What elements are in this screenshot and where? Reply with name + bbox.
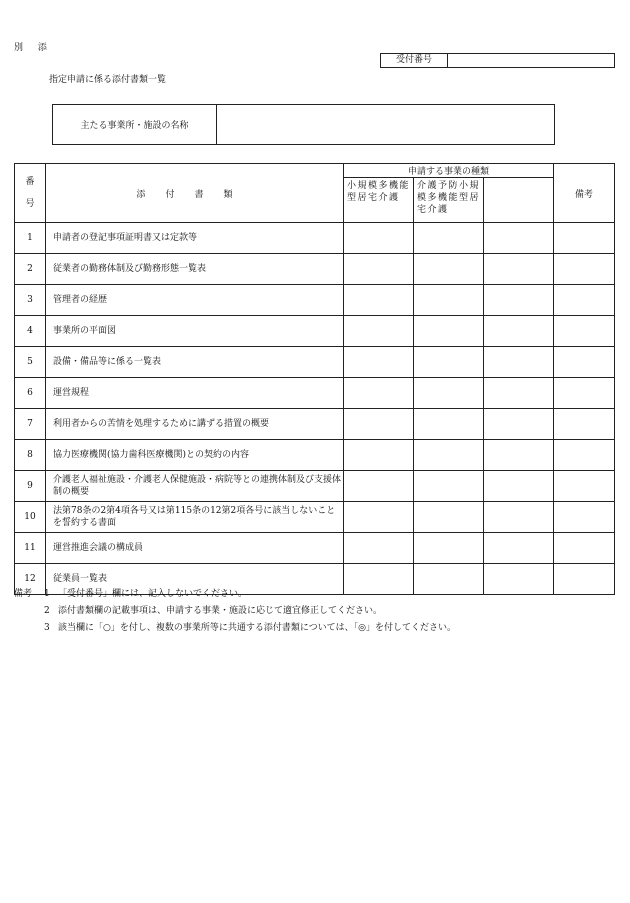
notes-section <box>14 586 456 637</box>
row-check-service-1[interactable] <box>344 409 414 440</box>
notes-heading: 備考 <box>14 589 33 599</box>
attachment-table <box>14 163 615 595</box>
row-remarks[interactable] <box>554 471 615 502</box>
row-remarks[interactable] <box>554 316 615 347</box>
table-row <box>15 254 615 285</box>
row-check-service-1[interactable] <box>344 533 414 564</box>
row-remarks[interactable] <box>554 440 615 471</box>
row-check-service-3[interactable] <box>484 533 554 564</box>
table-row <box>15 533 615 564</box>
row-number: 4 <box>15 316 46 347</box>
row-check-service-2[interactable] <box>414 316 484 347</box>
row-document: 設備・備品等に係る一覧表 <box>46 347 344 378</box>
row-check-service-1[interactable] <box>344 223 414 254</box>
facility-name-box <box>52 104 555 145</box>
row-check-service-1[interactable] <box>344 440 414 471</box>
table-row <box>15 347 615 378</box>
header-document: 添付書類 <box>46 164 344 223</box>
receipt-number-box <box>380 53 615 68</box>
row-number: 11 <box>15 533 46 564</box>
row-check-service-2[interactable] <box>414 533 484 564</box>
row-check-service-3[interactable] <box>484 254 554 285</box>
row-check-service-2[interactable] <box>414 347 484 378</box>
row-number: 12 <box>15 564 46 595</box>
note-number: 2 <box>44 606 50 616</box>
note-text: 「受付番号」欄には、記入しないでください。 <box>58 589 248 599</box>
row-document: 従業者の勤務体制及び勤務形態一覧表 <box>46 254 344 285</box>
row-number: 8 <box>15 440 46 471</box>
row-check-service-1[interactable] <box>344 316 414 347</box>
header-remarks: 備考 <box>554 164 615 223</box>
row-check-service-3[interactable] <box>484 378 554 409</box>
row-check-service-3[interactable] <box>484 440 554 471</box>
facility-name-label: 主たる事業所・施設の名称 <box>53 105 217 144</box>
row-remarks[interactable] <box>554 254 615 285</box>
row-remarks[interactable] <box>554 285 615 316</box>
row-check-service-1[interactable] <box>344 378 414 409</box>
receipt-number-field[interactable] <box>448 54 614 67</box>
row-check-service-3[interactable] <box>484 471 554 502</box>
row-document: 運営推進会議の構成員 <box>46 533 344 564</box>
attachment-label: 別 添 <box>14 43 53 53</box>
header-service-1: 小規模多機能型居宅介護 <box>344 178 414 223</box>
header-number-bottom: 号 <box>25 199 35 209</box>
row-number: 3 <box>15 285 46 316</box>
table-row <box>15 440 615 471</box>
table-row <box>15 285 615 316</box>
row-check-service-2[interactable] <box>414 409 484 440</box>
row-check-service-2[interactable] <box>414 471 484 502</box>
row-document: 従業員一覧表 <box>46 564 344 595</box>
row-number: 10 <box>15 502 46 533</box>
row-remarks[interactable] <box>554 533 615 564</box>
facility-name-field[interactable] <box>217 105 554 144</box>
row-number: 9 <box>15 471 46 502</box>
row-document: 管理者の経歴 <box>46 285 344 316</box>
page-title: 指定申請に係る添付書類一覧 <box>49 75 167 85</box>
row-check-service-2[interactable] <box>414 378 484 409</box>
row-number: 1 <box>15 223 46 254</box>
row-check-service-1[interactable] <box>344 471 414 502</box>
row-remarks[interactable] <box>554 564 615 595</box>
table-body <box>15 223 615 595</box>
row-remarks[interactable] <box>554 502 615 533</box>
row-check-service-3[interactable] <box>484 347 554 378</box>
row-document: 事業所の平面図 <box>46 316 344 347</box>
note-number: 1 <box>44 589 50 599</box>
row-document: 申請者の登記事項証明書又は定款等 <box>46 223 344 254</box>
table-row <box>15 409 615 440</box>
row-document: 介護老人福祉施設・介護老人保健施設・病院等との連携体制及び支援体制の概要 <box>46 471 344 502</box>
row-check-service-3[interactable] <box>484 502 554 533</box>
row-check-service-3[interactable] <box>484 316 554 347</box>
row-remarks[interactable] <box>554 347 615 378</box>
row-check-service-3[interactable] <box>484 223 554 254</box>
table-row <box>15 502 615 533</box>
row-document: 法第78条の2第4項各号又は第115条の12第2項各号に該当しないことを誓約する書面 <box>46 502 344 533</box>
row-check-service-1[interactable] <box>344 502 414 533</box>
note-text: 添付書類欄の記載事項は、申請する事業・施設に応じて適宜修正してください。 <box>58 606 383 616</box>
table-row <box>15 471 615 502</box>
row-check-service-2[interactable] <box>414 254 484 285</box>
header-service-2: 介護予防小規模多機能型居宅介護 <box>414 178 484 223</box>
header-number <box>15 164 46 223</box>
row-check-service-2[interactable] <box>414 285 484 316</box>
note-line-1 <box>14 586 456 603</box>
row-remarks[interactable] <box>554 378 615 409</box>
note-text: 該当欄に「○」を付し、複数の事業所等に共通する添付書類については、「◎」を付してください。 <box>58 623 457 633</box>
note-line-2 <box>14 603 456 620</box>
row-check-service-3[interactable] <box>484 409 554 440</box>
row-document: 協力医療機関(協力歯科医療機関)との契約の内容 <box>46 440 344 471</box>
note-line-3 <box>14 620 456 637</box>
note-number: 3 <box>44 623 50 633</box>
table-row <box>15 378 615 409</box>
row-check-service-2[interactable] <box>414 223 484 254</box>
row-check-service-3[interactable] <box>484 285 554 316</box>
row-number: 2 <box>15 254 46 285</box>
row-remarks[interactable] <box>554 409 615 440</box>
row-document: 運営規程 <box>46 378 344 409</box>
row-number: 5 <box>15 347 46 378</box>
row-check-service-1[interactable] <box>344 285 414 316</box>
row-check-service-1[interactable] <box>344 254 414 285</box>
row-check-service-2[interactable] <box>414 502 484 533</box>
table-row <box>15 316 615 347</box>
header-number-top: 番 <box>25 177 35 187</box>
row-check-service-2[interactable] <box>414 440 484 471</box>
header-service-kind: 申請する事業の種類 <box>344 164 554 178</box>
header-service-3 <box>484 178 554 223</box>
row-check-service-3[interactable] <box>484 564 554 595</box>
row-check-service-1[interactable] <box>344 347 414 378</box>
row-number: 6 <box>15 378 46 409</box>
receipt-number-label: 受付番号 <box>381 54 448 67</box>
table-row <box>15 223 615 254</box>
row-number: 7 <box>15 409 46 440</box>
row-remarks[interactable] <box>554 223 615 254</box>
row-document: 利用者からの苦情を処理するために講ずる措置の概要 <box>46 409 344 440</box>
